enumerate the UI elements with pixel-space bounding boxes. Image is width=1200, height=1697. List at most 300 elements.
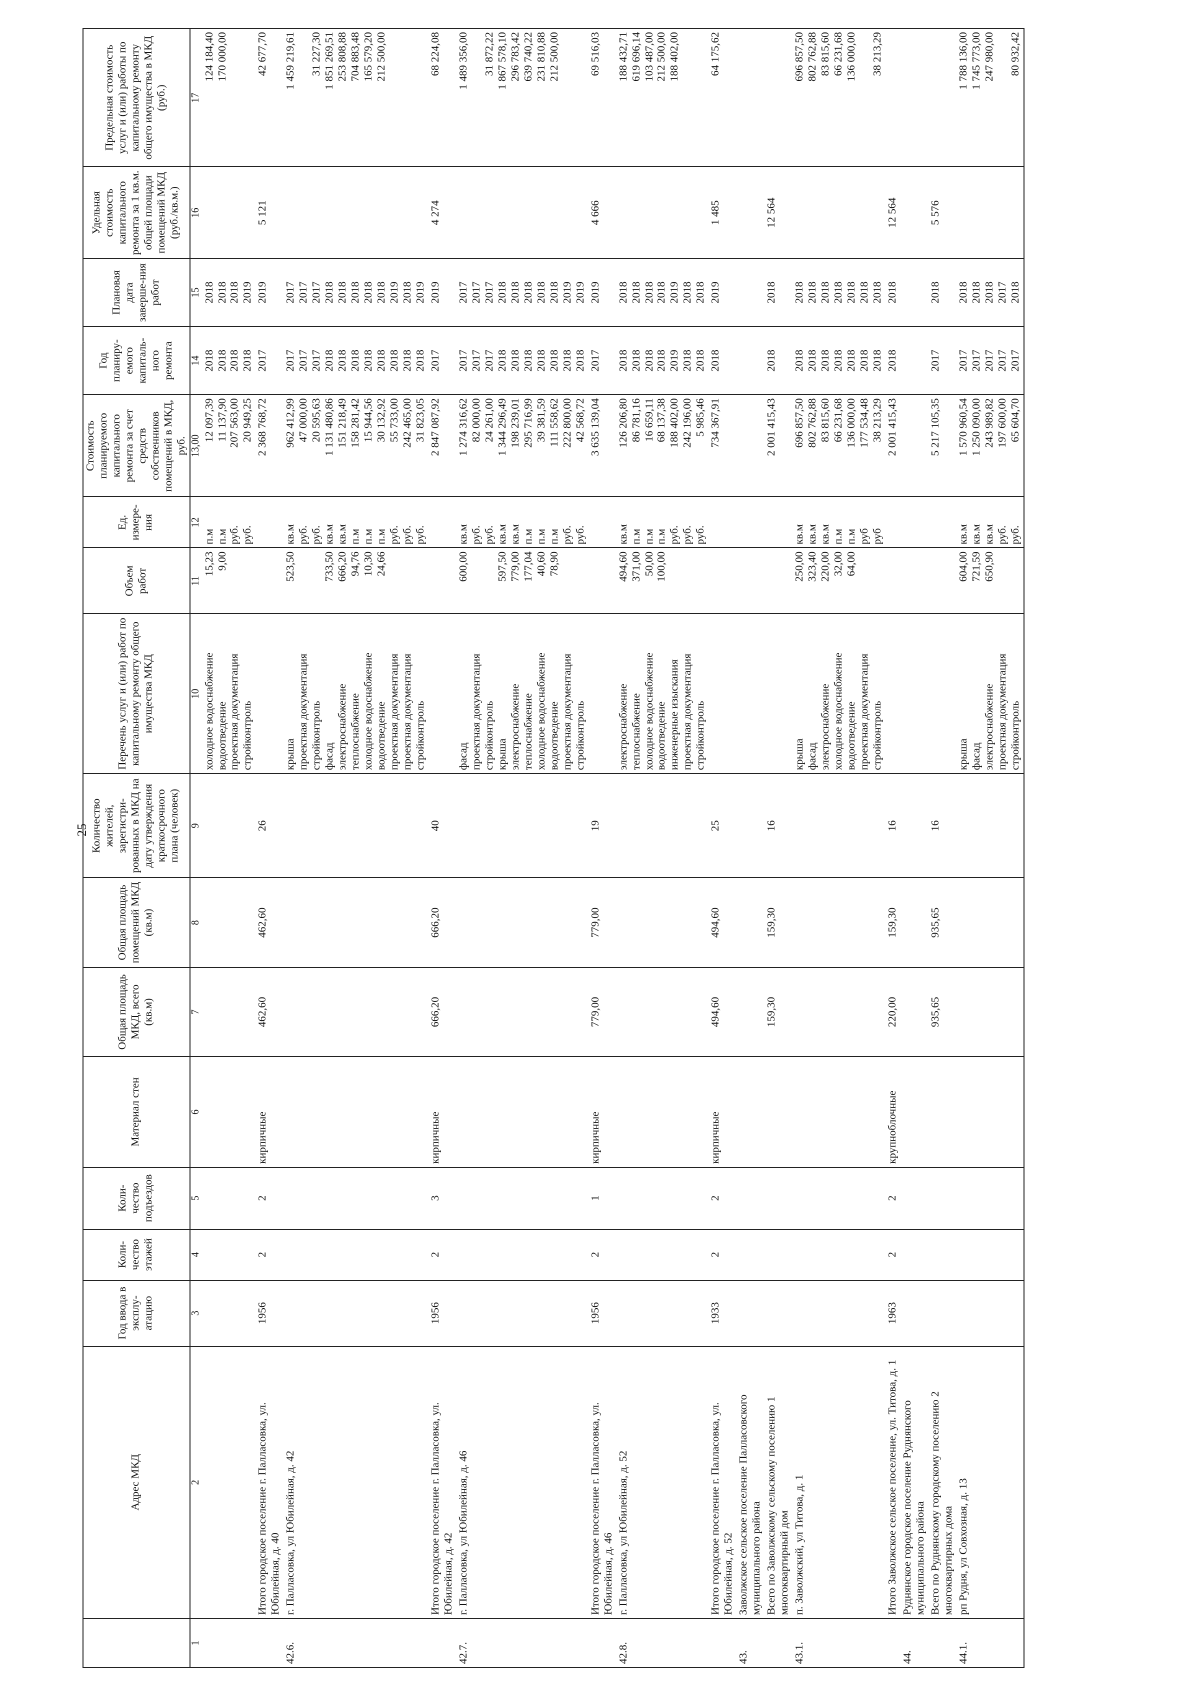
cost-limit-line: 1 459 219,61 bbox=[284, 32, 297, 90]
cost-limit-line: 212 500,00 bbox=[655, 32, 668, 82]
work-volume-line: 494,60 bbox=[617, 551, 630, 582]
repair-year-line: 2018 bbox=[681, 349, 694, 372]
unit-line: руб. bbox=[574, 525, 587, 545]
work-volume-line: 371,00 bbox=[630, 551, 643, 582]
repair-year-line: 2018 bbox=[643, 349, 656, 372]
work-volume-line: 220,00 bbox=[819, 551, 832, 582]
commission-year: 1956 bbox=[588, 1280, 616, 1346]
repair-year bbox=[429, 327, 457, 395]
works-list bbox=[900, 614, 928, 774]
repair-year-line: 2018 bbox=[216, 349, 229, 372]
repair-year bbox=[284, 327, 429, 395]
total-area bbox=[956, 967, 1023, 1056]
repair-cost-line: 20 949,25 bbox=[241, 398, 254, 443]
column-number-17: 17 bbox=[190, 29, 202, 167]
repair-cost-line: 2 368 768,72 bbox=[256, 398, 269, 456]
residents-count: 19 bbox=[588, 774, 616, 878]
table-row bbox=[885, 29, 900, 1668]
work-volume-line bbox=[1009, 551, 1022, 610]
unit-line: кв.м bbox=[496, 524, 509, 545]
completion-date-line: 2017 bbox=[310, 281, 323, 304]
repair-cost-line: 197 600,00 bbox=[996, 398, 1009, 448]
repair-cost bbox=[709, 395, 737, 497]
row-number bbox=[765, 1619, 793, 1668]
repair-cost-line: 1 344 296,49 bbox=[496, 398, 509, 456]
works-list-line: теплоснабжение bbox=[522, 693, 535, 771]
repair-year-line: 2018 bbox=[362, 349, 375, 372]
commission-year bbox=[765, 1280, 793, 1346]
completion-date-line: 2018 bbox=[548, 281, 561, 304]
repair-cost-line: 151 218,49 bbox=[336, 398, 349, 448]
entrance-count bbox=[765, 1167, 793, 1229]
premises-area: 935,65 bbox=[928, 878, 956, 967]
repair-cost-line: 82 000,00 bbox=[470, 398, 483, 443]
total-area bbox=[456, 967, 588, 1056]
works-list-line: проектная документация bbox=[996, 653, 1009, 771]
completion-date-line: 2018 bbox=[375, 281, 388, 304]
mkd-address: п. Заволжский, ул Титова, д. 1 bbox=[793, 1346, 886, 1618]
completion-date bbox=[709, 258, 737, 326]
completion-date-line: 2018 bbox=[793, 281, 806, 304]
repair-year-line: 2018 bbox=[765, 349, 778, 372]
works-list-line: проектная документация bbox=[297, 653, 310, 771]
floor-count bbox=[793, 1229, 886, 1280]
table-row bbox=[900, 29, 928, 1668]
premises-area bbox=[616, 878, 709, 967]
works-list bbox=[885, 614, 900, 774]
table-row bbox=[202, 29, 256, 1668]
repair-cost bbox=[928, 395, 956, 497]
works-list bbox=[956, 614, 1023, 774]
unit-line: п.м bbox=[548, 528, 561, 545]
work-volume-line bbox=[402, 551, 415, 610]
unit-line: п.м bbox=[832, 528, 845, 545]
work-volume bbox=[956, 548, 1023, 614]
work-volume bbox=[709, 548, 737, 614]
repair-cost-line: 158 281,42 bbox=[349, 398, 362, 448]
row-number: 43. bbox=[737, 1619, 765, 1668]
repair-cost-line: 86 781,16 bbox=[630, 398, 643, 443]
repair-cost-line: 242 465,00 bbox=[401, 398, 414, 448]
completion-date-line: 2018 bbox=[970, 281, 983, 304]
work-volume-line bbox=[996, 551, 1009, 610]
floor-count bbox=[765, 1229, 793, 1280]
unit bbox=[885, 497, 900, 548]
cost-limit-line: 80 932,42 bbox=[1009, 32, 1022, 76]
unit-line: кв.м bbox=[509, 524, 522, 545]
entrance-count: 2 bbox=[885, 1167, 900, 1229]
cost-limit bbox=[900, 29, 928, 167]
work-volume-line: 40,60 bbox=[535, 551, 548, 577]
unit-line: кв.м bbox=[806, 524, 819, 545]
total-area: 494,60 bbox=[709, 967, 737, 1056]
cost-limit bbox=[885, 29, 900, 167]
floor-count bbox=[616, 1229, 709, 1280]
work-volume-line: 604,00 bbox=[957, 551, 970, 582]
repair-cost-line: 242 196,00 bbox=[681, 398, 694, 448]
repair-year-line: 2019 bbox=[668, 349, 681, 372]
specific-cost: 12 564 bbox=[885, 167, 900, 259]
work-volume-line: 323,40 bbox=[806, 551, 819, 582]
repair-year-line: 2018 bbox=[806, 349, 819, 372]
repair-cost-line: 207 563,00 bbox=[228, 398, 241, 448]
mkd-address: Итого городское поселение г. Палласовка, ул. Юбилейная, д. 52 bbox=[709, 1346, 737, 1618]
repair-cost-line: 31 823,05 bbox=[414, 398, 427, 443]
completion-date-line: 2017 bbox=[457, 281, 470, 304]
floor-count: 2 bbox=[429, 1229, 457, 1280]
residents-count bbox=[202, 774, 256, 878]
specific-cost: 4 666 bbox=[588, 167, 616, 259]
mkd-address: Итого городское поселение г. Палласовка, ул. Юбилейная, д. 40 bbox=[256, 1346, 284, 1618]
cost-limit-line: 165 579,20 bbox=[362, 32, 375, 82]
specific-cost bbox=[900, 167, 928, 259]
row-number bbox=[429, 1619, 457, 1668]
floor-count bbox=[737, 1229, 765, 1280]
mkd-address: Итого городское поселение г. Палласовка, ул. Юбилейная, д. 42 bbox=[429, 1346, 457, 1618]
unit-line: п.м bbox=[643, 528, 656, 545]
cost-limit-line bbox=[389, 32, 402, 163]
column-header-5: Коли-чество подъездов bbox=[83, 1167, 190, 1229]
completion-date-line: 2019 bbox=[256, 281, 269, 304]
mkd-address: г. Палласовка, ул Юбилейная, д. 42 bbox=[284, 1346, 429, 1618]
works-list-line: стройконтроль bbox=[414, 700, 427, 771]
repair-cost-line: 5 985,46 bbox=[694, 398, 707, 437]
commission-year bbox=[900, 1280, 928, 1346]
unit-line: руб. bbox=[681, 525, 694, 545]
works-list-line: стройконтроль bbox=[1009, 700, 1022, 771]
unit-line: п.м bbox=[522, 528, 535, 545]
wall-material: кирпичные bbox=[429, 1057, 457, 1168]
cost-limit-line: 212 500,00 bbox=[548, 32, 561, 82]
cost-limit-line bbox=[242, 32, 255, 163]
total-area: 159,30 bbox=[765, 967, 793, 1056]
wall-material: крупноблочные bbox=[885, 1057, 900, 1168]
unit-line: руб. bbox=[561, 525, 574, 545]
work-volume-line: 78,90 bbox=[548, 551, 561, 577]
unit-line: кв.м bbox=[284, 524, 297, 545]
completion-date-line: 2018 bbox=[362, 281, 375, 304]
floor-count: 2 bbox=[709, 1229, 737, 1280]
repair-year-line: 2017 bbox=[970, 349, 983, 372]
works-list-line: стройконтроль bbox=[574, 700, 587, 771]
unit-line: кв.м bbox=[617, 524, 630, 545]
work-volume-line bbox=[470, 551, 483, 610]
repair-year-line: 2018 bbox=[793, 349, 806, 372]
works-list-line: электроснабжение bbox=[983, 683, 996, 771]
repair-year bbox=[737, 327, 765, 395]
work-volume-line: 100,00 bbox=[655, 551, 668, 582]
repair-cost-line: 295 716,99 bbox=[522, 398, 535, 448]
works-list-line: крыша bbox=[957, 738, 970, 771]
repair-cost bbox=[885, 395, 900, 497]
unit-line: руб bbox=[871, 528, 884, 545]
repair-year-line: 2017 bbox=[297, 349, 310, 372]
repair-year-line: 2018 bbox=[509, 349, 522, 372]
unit-line: руб bbox=[858, 528, 871, 545]
premises-area: 159,30 bbox=[765, 878, 793, 967]
entrance-count bbox=[928, 1167, 956, 1229]
repair-year-line: 2018 bbox=[548, 349, 561, 372]
repair-cost-line: 222 800,00 bbox=[561, 398, 574, 448]
completion-date-line: 2019 bbox=[241, 281, 254, 304]
completion-date bbox=[588, 258, 616, 326]
total-area: 779,00 bbox=[588, 967, 616, 1056]
completion-date bbox=[765, 258, 793, 326]
repair-year-line: 2018 bbox=[336, 349, 349, 372]
specific-cost bbox=[202, 167, 256, 259]
cost-limit-line: 247 980,00 bbox=[983, 32, 996, 82]
residents-count: 40 bbox=[429, 774, 457, 878]
repair-cost-line: 42 568,72 bbox=[574, 398, 587, 443]
cost-limit-line bbox=[695, 32, 708, 163]
entrance-count bbox=[616, 1167, 709, 1229]
cost-limit-line: 83 815,60 bbox=[819, 32, 832, 76]
repair-year-line: 2018 bbox=[414, 349, 427, 372]
specific-cost bbox=[956, 167, 1023, 259]
repair-cost-line: 802 762,88 bbox=[806, 398, 819, 448]
repair-year-line: 2018 bbox=[323, 349, 336, 372]
entrance-count bbox=[793, 1167, 886, 1229]
table-header bbox=[83, 29, 202, 1668]
works-list-line: крыша bbox=[793, 738, 806, 771]
cost-limit-line: 103 487,00 bbox=[643, 32, 656, 82]
column-number-13: 13,00 bbox=[190, 395, 202, 497]
completion-date bbox=[956, 258, 1023, 326]
total-area: 462,60 bbox=[256, 967, 284, 1056]
work-volume-line bbox=[242, 551, 255, 610]
works-list bbox=[616, 614, 709, 774]
work-volume-line bbox=[682, 551, 695, 610]
works-list-line: фасад bbox=[457, 742, 470, 771]
wall-material bbox=[928, 1057, 956, 1168]
specific-cost: 12 564 bbox=[765, 167, 793, 259]
works-list-line: стройконтроль bbox=[871, 700, 884, 771]
repair-year-line: 2017 bbox=[429, 349, 442, 372]
completion-date bbox=[900, 258, 928, 326]
work-volume-line: 597,50 bbox=[496, 551, 509, 582]
cost-limit-line: 42 677,70 bbox=[256, 32, 269, 76]
total-area: 666,20 bbox=[429, 967, 457, 1056]
work-volume bbox=[765, 548, 793, 614]
mkd-address: Всего по Заволжскому сельскому поселению 1 многоквартирный дом bbox=[765, 1346, 793, 1618]
repair-cost-line: 1 131 480,86 bbox=[323, 398, 336, 456]
mkd-address: Руднянское городское поселение Руднянского муниципального района bbox=[900, 1346, 928, 1618]
works-list-line: водоотведение bbox=[845, 701, 858, 771]
repair-cost-line: 66 231,68 bbox=[832, 398, 845, 443]
cost-limit-line: 170 000,00 bbox=[216, 32, 229, 82]
entrance-count: 3 bbox=[429, 1167, 457, 1229]
work-volume-line: 600,00 bbox=[457, 551, 470, 582]
work-volume-line: 666,20 bbox=[336, 551, 349, 582]
total-area bbox=[616, 967, 709, 1056]
unit bbox=[429, 497, 457, 548]
work-volume-line: 721,59 bbox=[970, 551, 983, 582]
repair-year bbox=[956, 327, 1023, 395]
repair-year bbox=[900, 327, 928, 395]
repair-year-line: 2018 bbox=[630, 349, 643, 372]
completion-date-line: 2018 bbox=[643, 281, 656, 304]
unit bbox=[284, 497, 429, 548]
repair-year-line: 2017 bbox=[957, 349, 970, 372]
wall-material bbox=[737, 1057, 765, 1168]
total-area bbox=[737, 967, 765, 1056]
works-list-line: стройконтроль bbox=[310, 700, 323, 771]
cost-limit bbox=[709, 29, 737, 167]
column-header-14: Год планиру-емого капиталь-ного ремонта bbox=[83, 327, 190, 395]
residents-count bbox=[737, 774, 765, 878]
unit-line: кв.м bbox=[819, 524, 832, 545]
work-volume-line bbox=[389, 551, 402, 610]
cost-limit-line bbox=[402, 32, 415, 163]
work-volume-line bbox=[483, 551, 496, 610]
commission-year: 1933 bbox=[709, 1280, 737, 1346]
cost-limit-line: 64 175,62 bbox=[709, 32, 722, 76]
cost-limit-line bbox=[298, 32, 311, 163]
specific-cost bbox=[456, 167, 588, 259]
column-header-7: Общая площадь МКД, всего (кв.м) bbox=[83, 967, 190, 1056]
works-list-line: холодное водоснабжение bbox=[535, 652, 548, 771]
repair-cost bbox=[429, 395, 457, 497]
work-volume-line bbox=[229, 551, 242, 610]
total-area: 220,00 bbox=[885, 967, 900, 1056]
specific-cost bbox=[616, 167, 709, 259]
unit-line: руб. bbox=[470, 525, 483, 545]
repair-cost-line: 30 132,92 bbox=[375, 398, 388, 443]
mkd-address: рп Рудня, ул Совхозная, д. 13 bbox=[956, 1346, 1023, 1618]
works-list-line: стройконтроль bbox=[241, 700, 254, 771]
wall-material bbox=[900, 1057, 928, 1168]
commission-year bbox=[793, 1280, 886, 1346]
repair-year-line: 2018 bbox=[522, 349, 535, 372]
unit-line: руб. bbox=[1009, 525, 1022, 545]
commission-year bbox=[737, 1280, 765, 1346]
entrance-count bbox=[956, 1167, 1023, 1229]
cost-limit bbox=[956, 29, 1023, 167]
repair-year bbox=[793, 327, 886, 395]
completion-date-line: 2018 bbox=[617, 281, 630, 304]
completion-date bbox=[202, 258, 256, 326]
capital-repair-table bbox=[83, 28, 1025, 1668]
repair-year-line: 2018 bbox=[574, 349, 587, 372]
wall-material bbox=[456, 1057, 588, 1168]
completion-date-line: 2018 bbox=[228, 281, 241, 304]
cost-limit-line: 38 213,29 bbox=[871, 32, 884, 76]
unit bbox=[202, 497, 256, 548]
commission-year bbox=[202, 1280, 256, 1346]
residents-count bbox=[284, 774, 429, 878]
table-row bbox=[256, 29, 284, 1668]
completion-date bbox=[429, 258, 457, 326]
repair-year-line: 2018 bbox=[617, 349, 630, 372]
unit-line: п.м bbox=[216, 528, 229, 545]
column-header-11: Объем работ bbox=[83, 548, 190, 614]
floor-count bbox=[956, 1229, 1023, 1280]
completion-date bbox=[737, 258, 765, 326]
works-list bbox=[256, 614, 284, 774]
unit-line: руб. bbox=[414, 525, 427, 545]
unit-line: п.м bbox=[845, 528, 858, 545]
completion-date-line: 2018 bbox=[535, 281, 548, 304]
cost-limit-line: 66 231,68 bbox=[832, 32, 845, 76]
cost-limit bbox=[588, 29, 616, 167]
repair-cost-line: 2 847 087,92 bbox=[429, 398, 442, 456]
work-volume bbox=[284, 548, 429, 614]
unit bbox=[737, 497, 765, 548]
cost-limit bbox=[429, 29, 457, 167]
entrance-count bbox=[202, 1167, 256, 1229]
cost-limit-line: 253 808,88 bbox=[336, 32, 349, 82]
unit bbox=[793, 497, 886, 548]
column-number-3: 3 bbox=[190, 1280, 202, 1346]
specific-cost: 1 485 bbox=[709, 167, 737, 259]
cost-limit-line: 1 867 578,10 bbox=[496, 32, 509, 90]
table-row bbox=[284, 29, 429, 1668]
works-list-line: электроснабжение bbox=[336, 683, 349, 771]
table-row bbox=[793, 29, 886, 1668]
repair-year-line: 2018 bbox=[655, 349, 668, 372]
column-header-2: Адрес МКД bbox=[83, 1346, 190, 1618]
row-number: 42.7. bbox=[456, 1619, 588, 1668]
unit bbox=[900, 497, 928, 548]
column-header-1 bbox=[83, 1619, 190, 1668]
repair-cost-line: 2 001 415,43 bbox=[765, 398, 778, 456]
column-number-14: 14 bbox=[190, 327, 202, 395]
works-list-line: стройконтроль bbox=[694, 700, 707, 771]
unit-line: кв.м bbox=[970, 524, 983, 545]
cost-limit bbox=[284, 29, 429, 167]
repair-cost-line: 734 367,91 bbox=[709, 398, 722, 448]
row-number: 44. bbox=[900, 1619, 928, 1668]
unit bbox=[456, 497, 588, 548]
mkd-address: Заволжское сельское поселение Палласовского муниципального района bbox=[737, 1346, 765, 1618]
repair-cost-line: 38 213,29 bbox=[871, 398, 884, 443]
repair-cost bbox=[456, 395, 588, 497]
cost-limit-line: 231 810,88 bbox=[535, 32, 548, 82]
repair-cost bbox=[900, 395, 928, 497]
completion-date-line: 2018 bbox=[216, 281, 229, 304]
unit-line: руб. bbox=[310, 525, 323, 545]
repair-year-line: 2018 bbox=[561, 349, 574, 372]
repair-cost bbox=[956, 395, 1023, 497]
entrance-count bbox=[456, 1167, 588, 1229]
work-volume-line bbox=[298, 551, 311, 610]
residents-count: 16 bbox=[765, 774, 793, 878]
work-volume-line bbox=[574, 551, 587, 610]
repair-cost-line: 68 137,38 bbox=[655, 398, 668, 443]
work-volume bbox=[928, 548, 956, 614]
floor-count bbox=[202, 1229, 256, 1280]
works-list bbox=[928, 614, 956, 774]
column-header-13: Стоимость планируемого капитального ремонта за счет средств собственников помещений в МКД, руб. bbox=[83, 395, 190, 497]
unit-line: кв.м bbox=[323, 524, 336, 545]
cost-limit bbox=[616, 29, 709, 167]
repair-cost-line: 16 659,11 bbox=[643, 398, 656, 442]
works-list bbox=[456, 614, 588, 774]
unit-line: руб. bbox=[241, 525, 254, 545]
cost-limit-line: 124 184,40 bbox=[203, 32, 216, 82]
unit bbox=[616, 497, 709, 548]
repair-cost-line: 83 815,60 bbox=[819, 398, 832, 443]
cost-limit-line bbox=[682, 32, 695, 163]
work-volume bbox=[429, 548, 457, 614]
repair-cost-line: 47 000,00 bbox=[297, 398, 310, 443]
row-number: 42.8. bbox=[616, 1619, 709, 1668]
repair-year-line: 2018 bbox=[241, 349, 254, 372]
works-list bbox=[284, 614, 429, 774]
cost-limit-line: 1 489 356,00 bbox=[457, 32, 470, 90]
unit-line: руб. bbox=[228, 525, 241, 545]
unit-line: п.м bbox=[375, 528, 388, 545]
